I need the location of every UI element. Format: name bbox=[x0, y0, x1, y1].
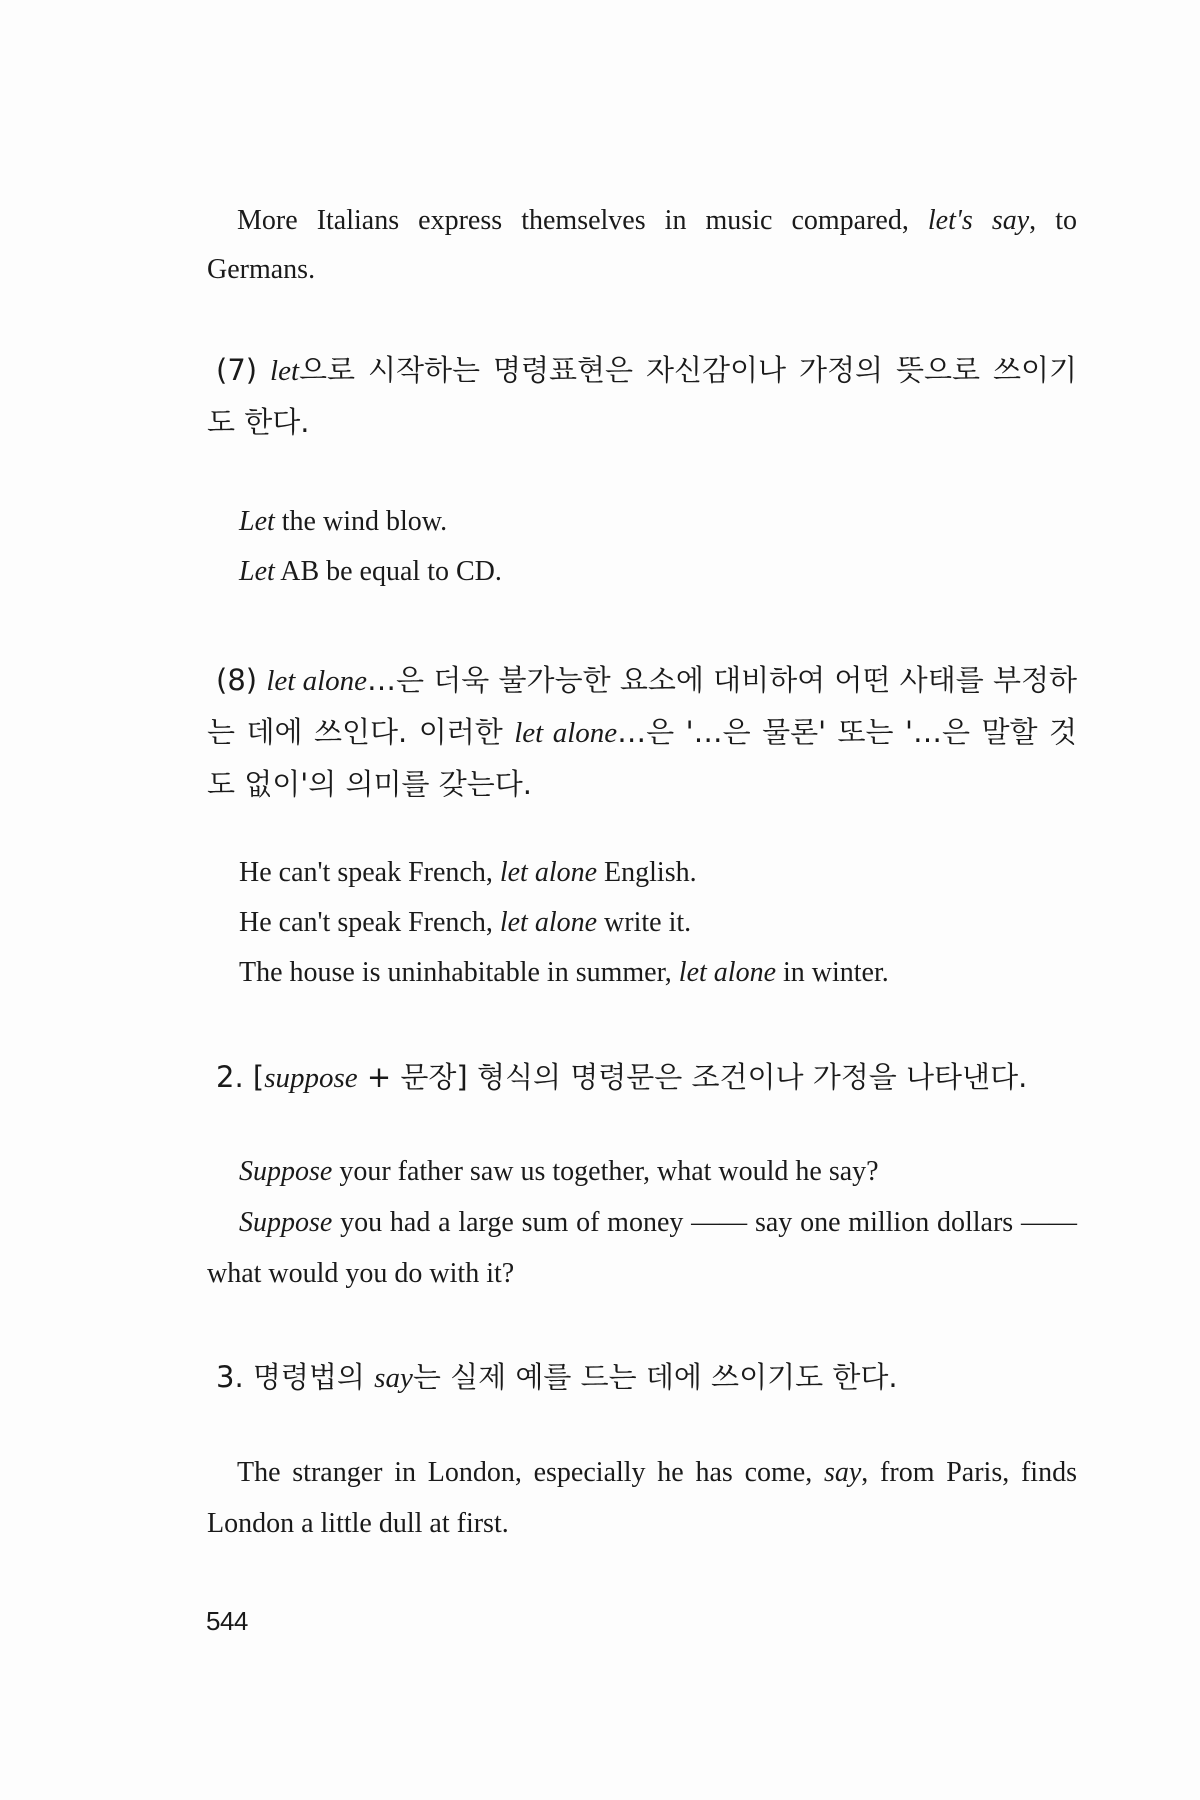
example-wrapped bbox=[207, 1197, 1077, 1299]
section-number: (8) bbox=[216, 663, 267, 697]
italic-term: let alone bbox=[266, 665, 368, 697]
example-text: He can't speak French, bbox=[239, 907, 500, 938]
section-2-heading bbox=[207, 1052, 1077, 1104]
examples-8 bbox=[207, 848, 1077, 998]
paragraph-text: , to Germans. bbox=[207, 205, 1078, 285]
heading-text: 3. 명령법의 bbox=[216, 1360, 375, 1394]
paragraph-text: The stranger in London, especially he has come, bbox=[237, 1457, 824, 1488]
italic-phrase: let alone bbox=[499, 857, 598, 888]
example-text: English. bbox=[597, 857, 697, 888]
paragraph-text: More Italians express themselves in music compared, bbox=[237, 205, 928, 236]
example-line bbox=[207, 898, 1077, 948]
section-7-explanation bbox=[207, 345, 1077, 448]
paragraph-london bbox=[207, 1447, 1077, 1549]
example-line bbox=[207, 547, 1077, 597]
example-text: the wind blow. bbox=[274, 506, 448, 537]
example-text: AB be equal to CD. bbox=[274, 556, 502, 587]
italic-phrase: let alone bbox=[678, 957, 776, 988]
example-text: The house is uninhabitable in summer, bbox=[239, 957, 679, 988]
example-line bbox=[207, 497, 1077, 547]
section-text: …은 더욱 불가능한 요소에 대비하여 어떤 사태를 부정하는 데에 쓰인다. 이러한 bbox=[207, 663, 1077, 749]
italic-word: Suppose bbox=[239, 1156, 333, 1187]
example-text: write it. bbox=[597, 907, 692, 938]
italic-word: Let bbox=[239, 506, 275, 537]
italic-phrase: let's say bbox=[927, 205, 1030, 236]
example-text: your father saw us together, what would he say? bbox=[332, 1156, 879, 1187]
example-text: you had a large sum of money —— say one million dollars —— what would you do with it? bbox=[207, 1207, 1077, 1289]
heading-text: + 문장] 형식의 명령문은 조건이나 가정을 나타낸다. bbox=[357, 1060, 1028, 1094]
italic-phrase: let alone bbox=[499, 907, 598, 938]
examples-2 bbox=[207, 1147, 1077, 1299]
section-8-explanation bbox=[207, 655, 1077, 810]
italic-term: let bbox=[270, 355, 300, 387]
italic-word: say bbox=[823, 1457, 862, 1488]
paragraph-text: , from Paris, finds London a little dull at first. bbox=[207, 1457, 1077, 1539]
example-line bbox=[207, 948, 1077, 998]
example-line bbox=[207, 848, 1077, 898]
italic-term: say bbox=[374, 1362, 413, 1394]
italic-term: let alone bbox=[514, 717, 618, 749]
italic-term: suppose bbox=[264, 1062, 358, 1094]
example-text: He can't speak French, bbox=[239, 857, 500, 888]
section-text: …은 '…은 물론' 또는 '…은 말할 것도 없이'의 의미를 갖는다. bbox=[207, 715, 1077, 801]
section-3-heading bbox=[207, 1352, 1077, 1404]
example-line bbox=[207, 1147, 1077, 1197]
page-number: 544 bbox=[206, 1606, 248, 1636]
section-text: 으로 시작하는 명령표현은 자신감이나 가정의 뜻으로 쓰이기도 한다. bbox=[207, 353, 1077, 439]
italic-word: Suppose bbox=[239, 1207, 333, 1238]
heading-number: 2. [ bbox=[216, 1060, 265, 1094]
example-text: in winter. bbox=[776, 957, 889, 988]
italic-word: Let bbox=[239, 556, 275, 587]
paragraph-italians bbox=[207, 196, 1077, 294]
section-number: (7) bbox=[216, 353, 271, 387]
examples-7 bbox=[207, 497, 1077, 597]
heading-text: 는 실제 예를 드는 데에 쓰이기도 한다. bbox=[412, 1360, 898, 1394]
